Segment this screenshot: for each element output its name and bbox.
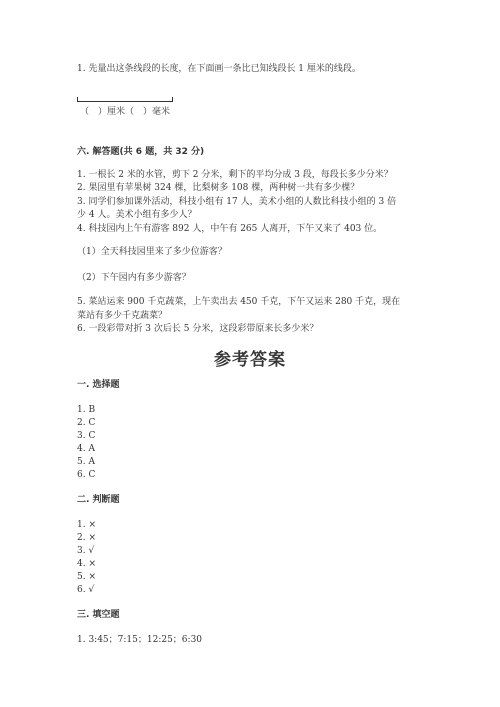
section6-line: 3. 同学们参加课外活动，科技小组有 17 人，美术小组的人数比科技小组的 3 倍 <box>77 197 397 207</box>
section6-line: 2. 果园里有苹果树 324 棵，比梨树多 108 棵，两种树一共有多少棵？ <box>77 183 360 193</box>
section6-subquestion: （2）下午园内有多少游客？ <box>77 273 191 283</box>
answer-item: 5. × <box>77 572 96 582</box>
answer-item: 2. C <box>77 418 96 428</box>
answer-item: 3. √ <box>77 546 95 556</box>
answer-item: 6. C <box>77 470 96 480</box>
answers-sec2-heading: 二. 判断题 <box>77 495 120 505</box>
section6-line: 菜站有多少千克蔬菜？ <box>77 311 168 321</box>
measure-answer-line: （ ）厘米（ ）毫米 <box>80 107 171 117</box>
answer-item: 4. × <box>77 559 96 569</box>
answer-item: 2. × <box>77 533 96 543</box>
section6-subquestion: （1）全天科技园里来了多少位游客？ <box>77 247 227 257</box>
section6-heading: 六. 解答题(共 6 题，共 32 分) <box>77 147 205 157</box>
answers-title: 参考答案 <box>214 350 286 370</box>
section6-line: 5. 菜站运来 900 千克蔬菜，上午卖出去 450 千克，下午又运来 280 千克，现在 <box>77 297 401 307</box>
answer-item: 1. B <box>77 405 96 415</box>
answer-item: 4. A <box>77 444 95 454</box>
section6-line: 4. 科技园内上午有游客 892 人，中午有 265 人离开，下午又来了 403 位。 <box>77 224 383 234</box>
section6-line: 6. 一段彩带对折 3 次后长 5 分米，这段彩带原来长多少米？ <box>77 324 319 334</box>
answers-sec3-heading: 三. 填空题 <box>77 610 120 620</box>
section6-line: 1. 一根长 2 米的水管，剪下 2 分米，剩下的平均分成 3 段，每段长多少分米？ <box>77 170 393 180</box>
answer-item: 3. C <box>77 431 96 441</box>
section6-line: 少 4 人。美术小组有多少人？ <box>77 210 197 220</box>
measure-question: 1. 先量出这条线段的长度，在下面画一条比已知线段长 1 厘米的线段。 <box>77 64 361 74</box>
answers-sec1-heading: 一. 选择题 <box>77 380 120 390</box>
answer-item: 1. 3:45；7:15；12:25；6:30 <box>77 635 203 645</box>
answer-item: 6. √ <box>77 585 95 595</box>
answer-item: 1. × <box>77 520 96 530</box>
answer-item: 5. A <box>77 457 95 467</box>
